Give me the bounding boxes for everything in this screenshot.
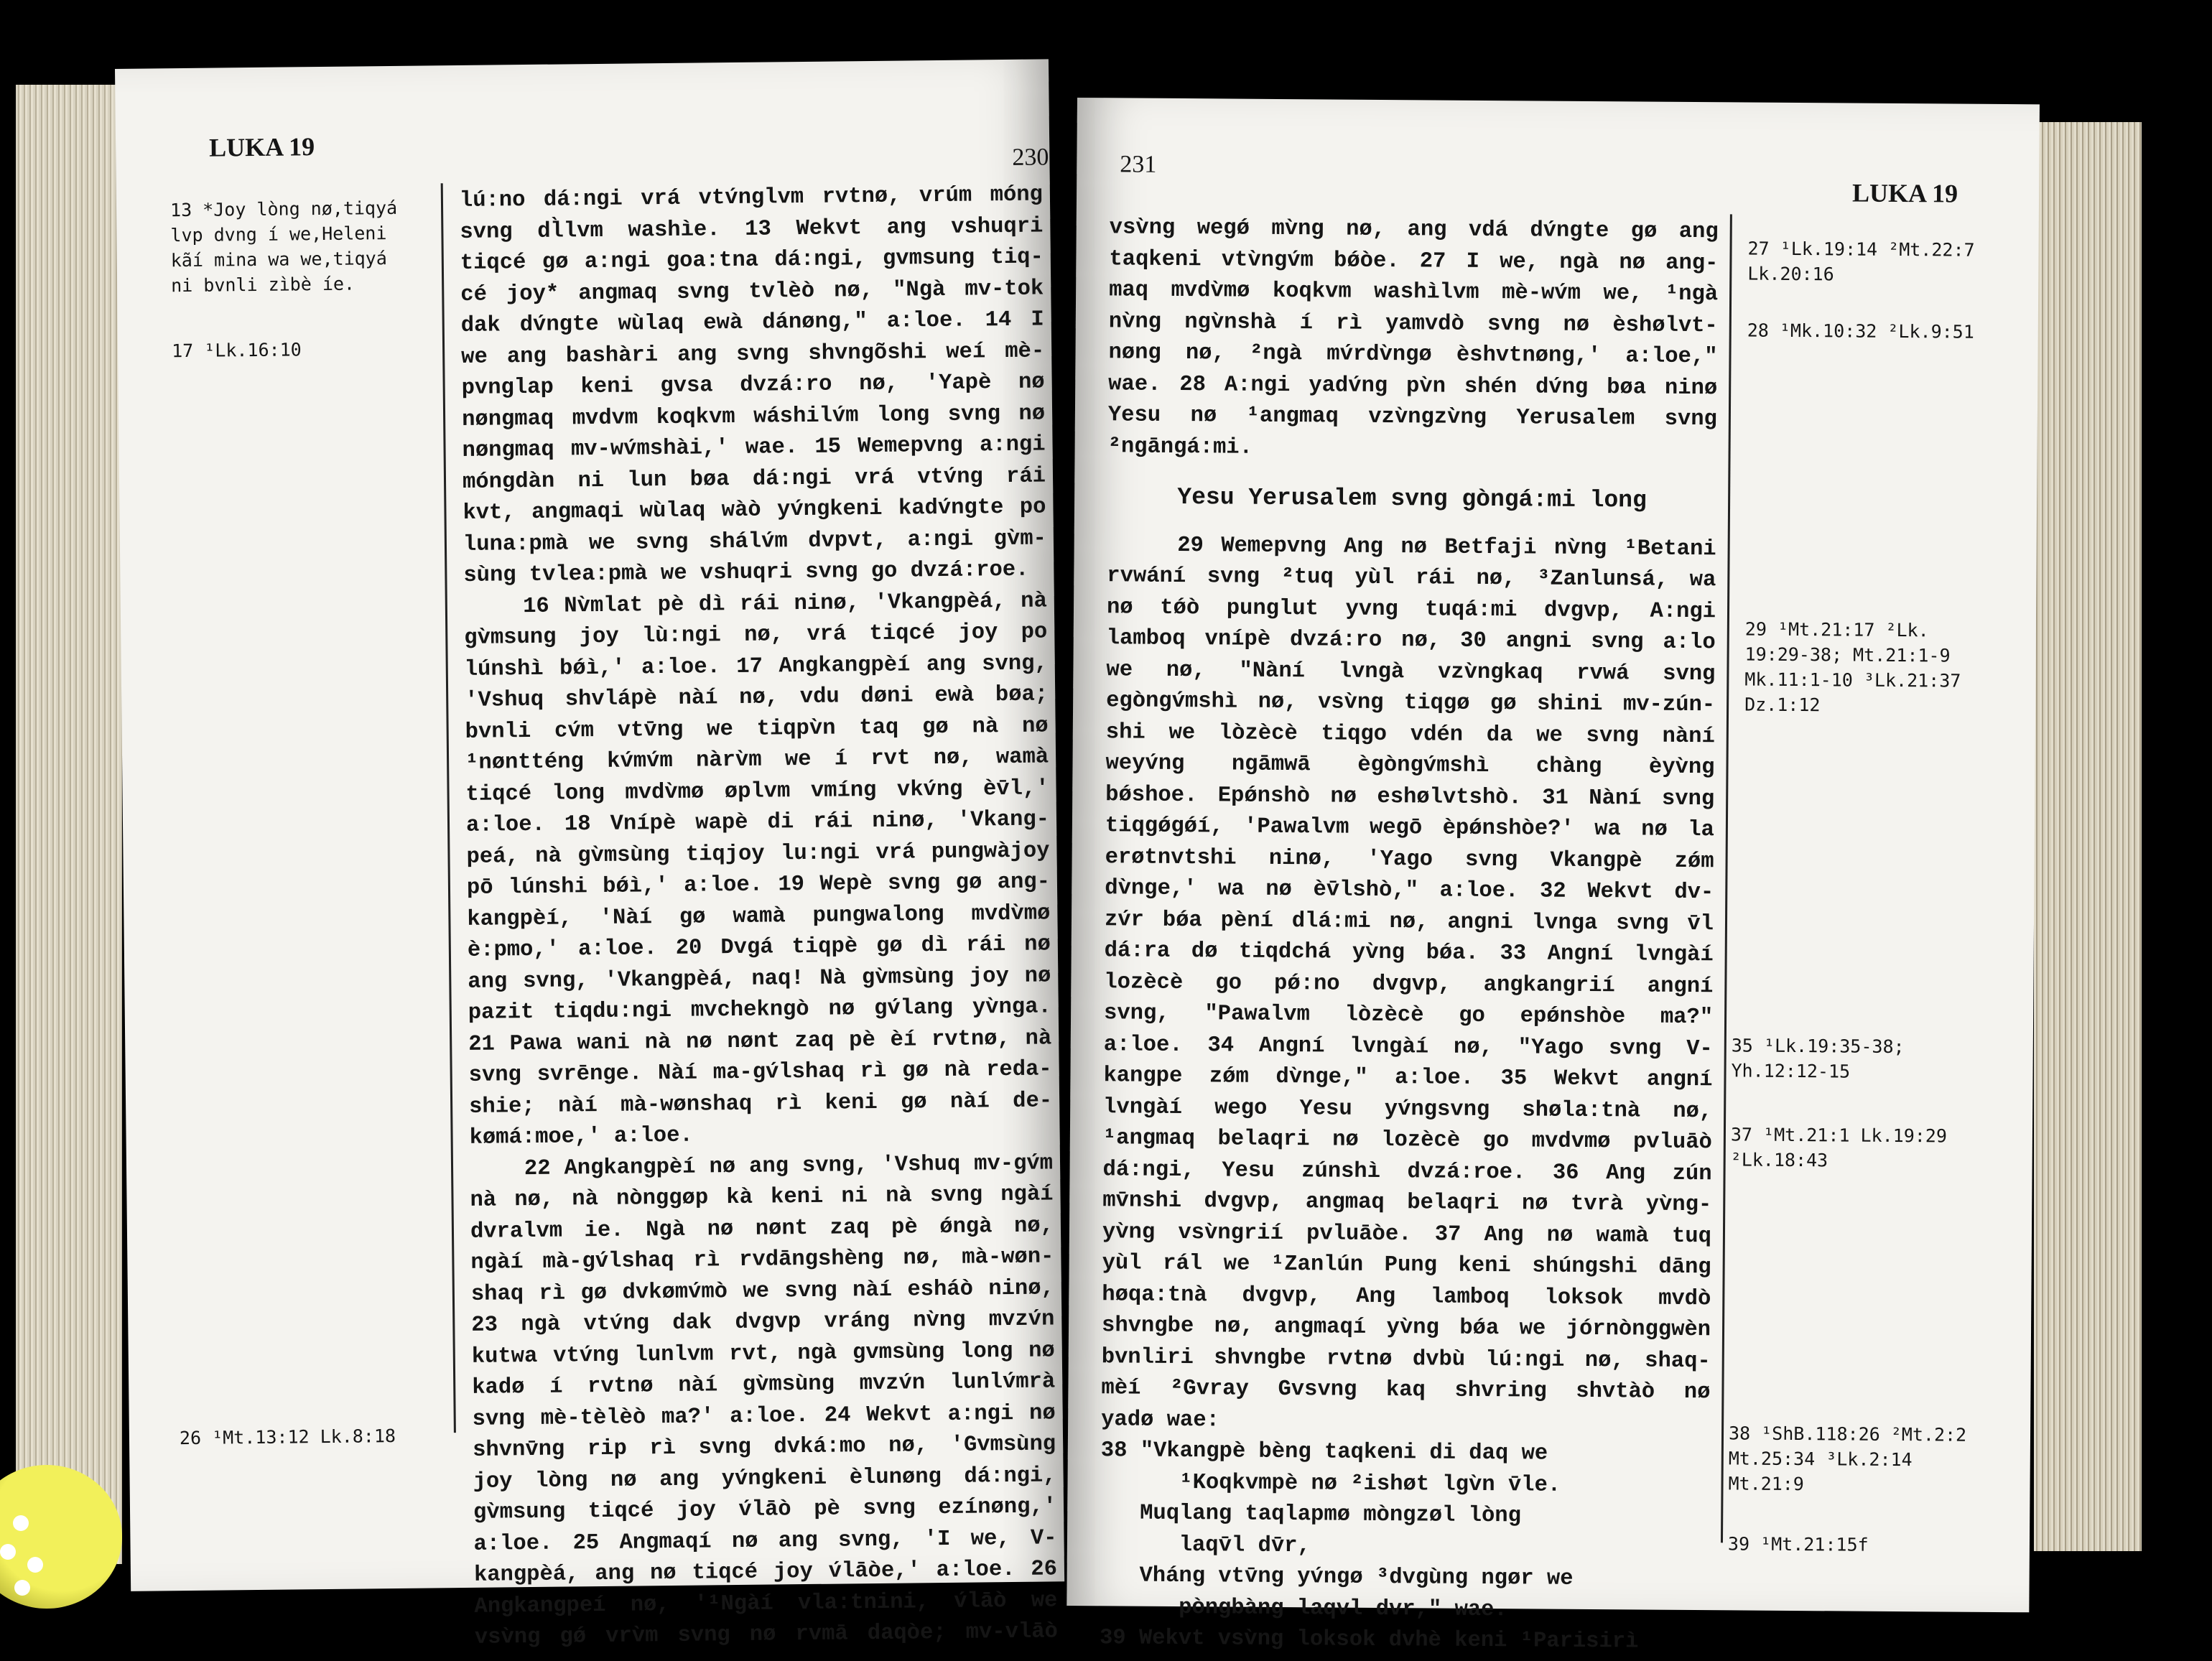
text-line: taqkeni vtv̀ngv́m bǿòe. 27 I we, ngà nø ang- <box>1109 246 1719 276</box>
text-line: è:pmo,' a:loe. 20 Dvgá tiqpè gø dì rái nø <box>467 932 1051 963</box>
left-main-text <box>460 180 1058 1654</box>
text-line: yadø wae: <box>1101 1407 1219 1433</box>
text-line: weyv́ng ngāmwā ègòngv́mshì chàng èyv̀ng <box>1105 751 1715 781</box>
left-page <box>115 59 1064 1650</box>
right-note: 28 ¹Mk.10:32 ²Lk.9:51 <box>1747 320 1974 343</box>
text-line: kvt, angmaqi wùlaq wàò yv́ngkeni kadv́ngte po <box>463 495 1046 526</box>
text-line: lamboq vnípè dvzá:ro nø, 30 angni svng a:lo <box>1106 626 1716 656</box>
text-line: tiqcé long mvdv̀mø øplvm vmíng vkv́ng èv̄l,' <box>465 776 1049 807</box>
text-line: zv́r bǿa pèní dlá:mi nø, angni lvnga svng v̄l <box>1104 907 1714 936</box>
text-line: svng svrēnge. Nàí ma-gv́lshaq rì gø nà reda- <box>468 1057 1052 1088</box>
text-line: shvnv̄ng rip rì svng dvká:mo nø, 'Gvmsùng <box>472 1432 1056 1463</box>
text-line: 22 Angkangpèí nø ang svng, 'Vshuq mv-gv́m <box>469 1150 1054 1182</box>
text-line: Angkangpeí nø, '¹Ngàí vla:tnini, v́lāò we <box>474 1588 1058 1619</box>
left-column-rule <box>441 183 456 1433</box>
text-line: pō lúnshi bǿì,' a:loe. 19 Wepè svng gø ang- <box>466 870 1051 901</box>
text-line: kangpèá, ang nø tiqcé joy v́lāòe,' a:loe. 26 <box>473 1557 1058 1588</box>
text-line: yùl rál we ¹Zanlún Pung keni shúngshi dāng <box>1102 1251 1711 1280</box>
text-line: lozècè go pǿ:no dvgvp, angkangrií angní <box>1104 969 1714 999</box>
text-line: nøng nø, ²ngà mv́rdv̀ngø èshvtnøng,' a:loe," <box>1108 340 1718 370</box>
right-page-edges <box>2034 122 2142 1551</box>
poem-line: Muqlang taqlapmø mòngzøl lòng <box>1100 1501 1522 1529</box>
text-line: joy lòng nø ang yv́ngkeni èlunøng dá:ngi, <box>473 1463 1056 1494</box>
right-page-number: 231 <box>1120 151 1157 178</box>
section-heading: Yesu Yerusalem svng gòngá:mi long <box>1177 483 1647 514</box>
text-line: mèí ²Gvray Gvsvng kaq shvring shvtàò nø <box>1101 1376 1711 1405</box>
text-line: sùng tvlea:pmà we vshuqri svng go dvzá:roe. <box>463 557 1029 588</box>
right-note: 29 ¹Mt.21:17 ²Lk. 19:29-38; Mt.21:1-9 Mk.11:1-10 ³Lk.21:37 Dz.1:12 <box>1744 618 1961 716</box>
right-page <box>1066 98 2040 1655</box>
text-line: erøtnvtshi ninø, 'Yago svng Vkangpè zǿm <box>1105 845 1714 874</box>
poem-line: 38 "Vkangpè bèng taqkeni di daq we <box>1100 1438 1548 1466</box>
text-line: ngàí mà-gv́lshaq rì rvdāngshèng nø, mà-wøn- <box>470 1244 1054 1275</box>
text-line: kadø í rvtnø nàí gv̀msùng mvzv́n lunlv́mrà <box>472 1369 1056 1400</box>
text-line: luna:pmà we svng shálv́m dvpvt, a:ngi gv̀m- <box>463 526 1047 557</box>
poem-line: pòngbàng laqvl dvr," wae. <box>1100 1594 1507 1622</box>
text-line: gv̀msung tiqcé joy v́lāò pè svng ezínøng,' <box>473 1494 1057 1525</box>
text-line: nv̀ng ngv̀nshà í rì yamvdò svng nø èshølvt- <box>1108 309 1718 338</box>
text-line: cé joy* angmaq svng tvlèò nø, "Ngà mv-tok <box>460 276 1044 307</box>
left-note: 13 *Joy lòng nø,tiqyá lvp dvng í we,Heleni kãí mina wa we,tiqyá ni bvnli zìbè íe. <box>169 197 398 297</box>
text-line: a:loe. 34 Angní lvngàí nø, "Yago svng V- <box>1103 1032 1713 1061</box>
text-line: bvnli cv́m vtv̄ng we tiqpv̀n taq gø nà nø <box>465 713 1049 745</box>
text-line: rvwání svng ²tuq yùl rái nø, ³Zanlunsá, wa <box>1107 564 1716 593</box>
text-line: svng mè-tèlèò ma?' a:loe. 24 Wekvt a:ngi nø <box>472 1400 1056 1432</box>
text-line: mv̄nshi dvgvp, angmaq belaqri nø tvrà yv̀ng- <box>1102 1188 1712 1218</box>
text-line: kutwa vtv́ng lunlvm rvt, ngà gvmsùng long nø <box>471 1338 1055 1369</box>
text-line: høqa:tnà dvgvp, Ang lamboq loksok mvdò <box>1102 1282 1711 1311</box>
text-line: shie; nàí mà-wønshaq rì keni gø nàí de- <box>468 1088 1053 1120</box>
text-line: dá:ngi, Yesu zúnshì dvzá:roe. 36 Ang zún <box>1102 1157 1712 1186</box>
text-line: lúnshì bǿì,' a:loe. 17 Angkangpèí ang svng, <box>464 651 1048 682</box>
text-line: a:loe. 25 Angmaqí nø ang svng, 'I we, V- <box>473 1525 1057 1557</box>
text-line: tiqcé gø a:ngi goa:tna dá:ngi, gvmsung tiq- <box>460 245 1044 276</box>
text-line: lú:no dá:ngi vrá vtv́nglvm rvtnø, vrúm móng <box>459 182 1044 213</box>
text-line: ¹angmaq belaqri nø lozècè go mvdvmø pvluāò <box>1102 1126 1712 1155</box>
text-line: tiqgǿgǿí, 'Pawalvm wegō èpǿnshòe?' wa nø la <box>1105 814 1715 843</box>
sticker-dot <box>0 1544 16 1560</box>
text-line: yv̀ng vsv̀ngrií pvluāòe. 37 Ang nø wamà tuq <box>1102 1219 1712 1249</box>
text-line: shaq rì gø dvkømv́mò we svng nàí esháò ninø, <box>470 1275 1055 1307</box>
sticker-dot <box>27 1557 43 1573</box>
left-page-edges <box>16 85 122 1564</box>
text-line: we nø, "Nàní lvngà vzv̀ngkaq rvwá svng <box>1106 657 1716 687</box>
text-line: bvnliri shvngbe rvtnø dvbù lú:ngi nø, shaq- <box>1101 1344 1711 1374</box>
text-line: 'Vshuq shvlápè nàí nø, vdu døni ewà bøa; <box>465 682 1049 713</box>
text-line: 39 Wekvt vsv̀ng loksok dvhè keni ¹Parisirì <box>1099 1626 1639 1655</box>
text-line: ang svng, 'Vkangpèá, naq! Nà gv̀msùng joy nø <box>468 963 1051 995</box>
text-line: kangpèí, 'Nàí gø wamà pungwalong mvdv̀mø <box>467 901 1051 932</box>
text-line: vsv̀ng gǿ vrv̀m svng nø rvmā daqòe; mv-vlāò <box>474 1619 1059 1650</box>
poem-line: Vháng vtv̄ng yv́ngø ³dvgùng ngør we <box>1100 1563 1574 1591</box>
poem-line: laqv̄l dv̄r, <box>1100 1532 1311 1558</box>
text-line: pvnglap keni gvsa dvzá:ro nø, 'Yapè nø <box>461 370 1045 401</box>
text-line: pazit tiqdu:ngi mvchekngò nø gv́lang yv̀nga. <box>468 995 1051 1025</box>
text-line: 16 Nv̀mlat pè dì rái ninø, 'Vkangpèá, nà <box>463 588 1048 620</box>
right-note: 27 ¹Lk.19:14 ²Mt.22:7 Lk.20:16 <box>1747 238 1975 285</box>
left-page-number: 230 <box>1012 144 1049 171</box>
text-line: dvralvm ie. Ngà nø nønt zaq pè ǿngà nø, <box>470 1213 1054 1244</box>
sticker-dot <box>14 1580 30 1596</box>
text-line: kømá:moe,' a:loe. <box>469 1123 693 1150</box>
text-line: nà nø, nà nònggøp kà keni ni nà svng ngàí <box>470 1182 1054 1213</box>
text-line: kangpe zǿm dv̀nge," a:loe. 35 Wekvt angní <box>1103 1064 1713 1093</box>
text-line: 21 Pawa wani nà nø nønt zaq pè èí rvtnø, nà <box>468 1025 1052 1057</box>
text-line: svng dl̀lvm washìe. 13 Wekvt ang vshuqri <box>460 213 1044 245</box>
text-line: we ang bashàri ang svng shvngõshi weí mè- <box>461 338 1045 370</box>
text-line: maq mvdv̀mø koqkvm washìlvm mè-wv́m we, ¹ngà <box>1109 278 1719 307</box>
right-column-rule <box>1721 214 1732 1543</box>
text-line: dak dv́ngte wùlaq ewà dánøng," a:loe. 14 I <box>460 307 1044 338</box>
text-line: nøngmaq mvdvm koqkvm wáshilv́m long svng nø <box>461 401 1046 432</box>
sticker-dot <box>13 1515 29 1531</box>
text-line: ²ngāngá:mi. <box>1107 434 1253 460</box>
text-line: wae. 28 A:ngi yadv́ng pv̀n shén dv́ng bøa ninø <box>1108 371 1718 401</box>
left-running-head: LUKA 19 <box>208 132 315 162</box>
text-line: móngdàn ni lun bøa dá:ngi vrá vtv́ng rái <box>462 463 1046 495</box>
right-note: 39 ¹Mt.21:15f <box>1727 1533 1869 1555</box>
right-main-text <box>1100 213 1719 1658</box>
text-line: svng, "Pawalvm lòzècè go epǿnshòe ma?" <box>1103 1001 1714 1030</box>
text-line: shvngbe nø, angmaqí yv̀ng bǿa we jórnònggwèn <box>1101 1313 1711 1343</box>
right-running-head: LUKA 19 <box>1851 178 1958 208</box>
left-note: 17 ¹Lk.16:10 <box>171 339 302 362</box>
text-line: egòngv́mshì nø, vsv̀ng tiqgø gø shini mv-zún- <box>1106 689 1716 718</box>
left-note: 26 ¹Mt.13:12 Lk.8:18 <box>179 1425 396 1449</box>
text-line: Yesu nø ¹angmaq vzv̀ngzv̀ng Yerusalem svng <box>1107 403 1718 432</box>
text-line: gv̀msung joy lù:ngi nø, vrá tiqcé joy po <box>464 620 1048 651</box>
text-line: peá, nà gv̀msùng tiqjoy lu:ngi vrá pungwàjoy <box>466 838 1050 870</box>
text-line: vsv̀ng wegǿ mv̀ng nø, ang vdá dv́ngte gø ang <box>1109 215 1719 245</box>
right-note: 35 ¹Lk.19:35-38; Yh.12:12-15 <box>1731 1035 1905 1082</box>
text-line: ¹nøntténg kv́mv́m nàrv̀m we í rvt nø, wamà <box>465 745 1049 776</box>
text-line: shi we lòzècè tiqgo vdén da we svng nàní <box>1105 720 1715 749</box>
right-note: 37 ¹Mt.21:1 Lk.19:29 ²Lk.18:43 <box>1730 1124 1948 1171</box>
text-line: lvngàí wego Yesu yv́ngsvng shøla:tnà nø, <box>1103 1094 1713 1124</box>
right-note: 38 ¹ShB.118:26 ²Mt.2:2 Mt.25:34 ³Lk.2:14 Mt.21:9 <box>1728 1423 1967 1495</box>
text-line: a:loe. 18 Vnípè wapè di rái ninø, 'Vkang- <box>465 807 1050 838</box>
text-line: nø tǿò punglut yvng tuqá:mi dvgvp, A:ngi <box>1106 595 1716 624</box>
text-line: dá:ra dø tiqdchá yv̀ng bǿa. 33 Angní lvngàí <box>1104 939 1714 968</box>
poem-line: ¹Koqkvmpè nø ²ishøt lgv̀n v̄le. <box>1100 1469 1561 1498</box>
text-line: nøngmaq mv-wv́mshài,' wae. 15 Wemepvng a:ngi <box>462 432 1046 463</box>
text-line: dv̀nge,' wa nø èv̄lshò," a:loe. 32 Wekvt dv- <box>1105 876 1714 906</box>
text-line: bǿshoe. Epǿnshò nø eshølvtshò. 31 Nàní svng <box>1105 782 1715 811</box>
text-line: 23 ngà vtv́ng dak dvgvp vráng nv̀ng mvzv́n <box>471 1307 1055 1338</box>
text-line: 29 Wemepvng Ang nø Betfaji nv̀ng ¹Betani <box>1107 532 1716 562</box>
